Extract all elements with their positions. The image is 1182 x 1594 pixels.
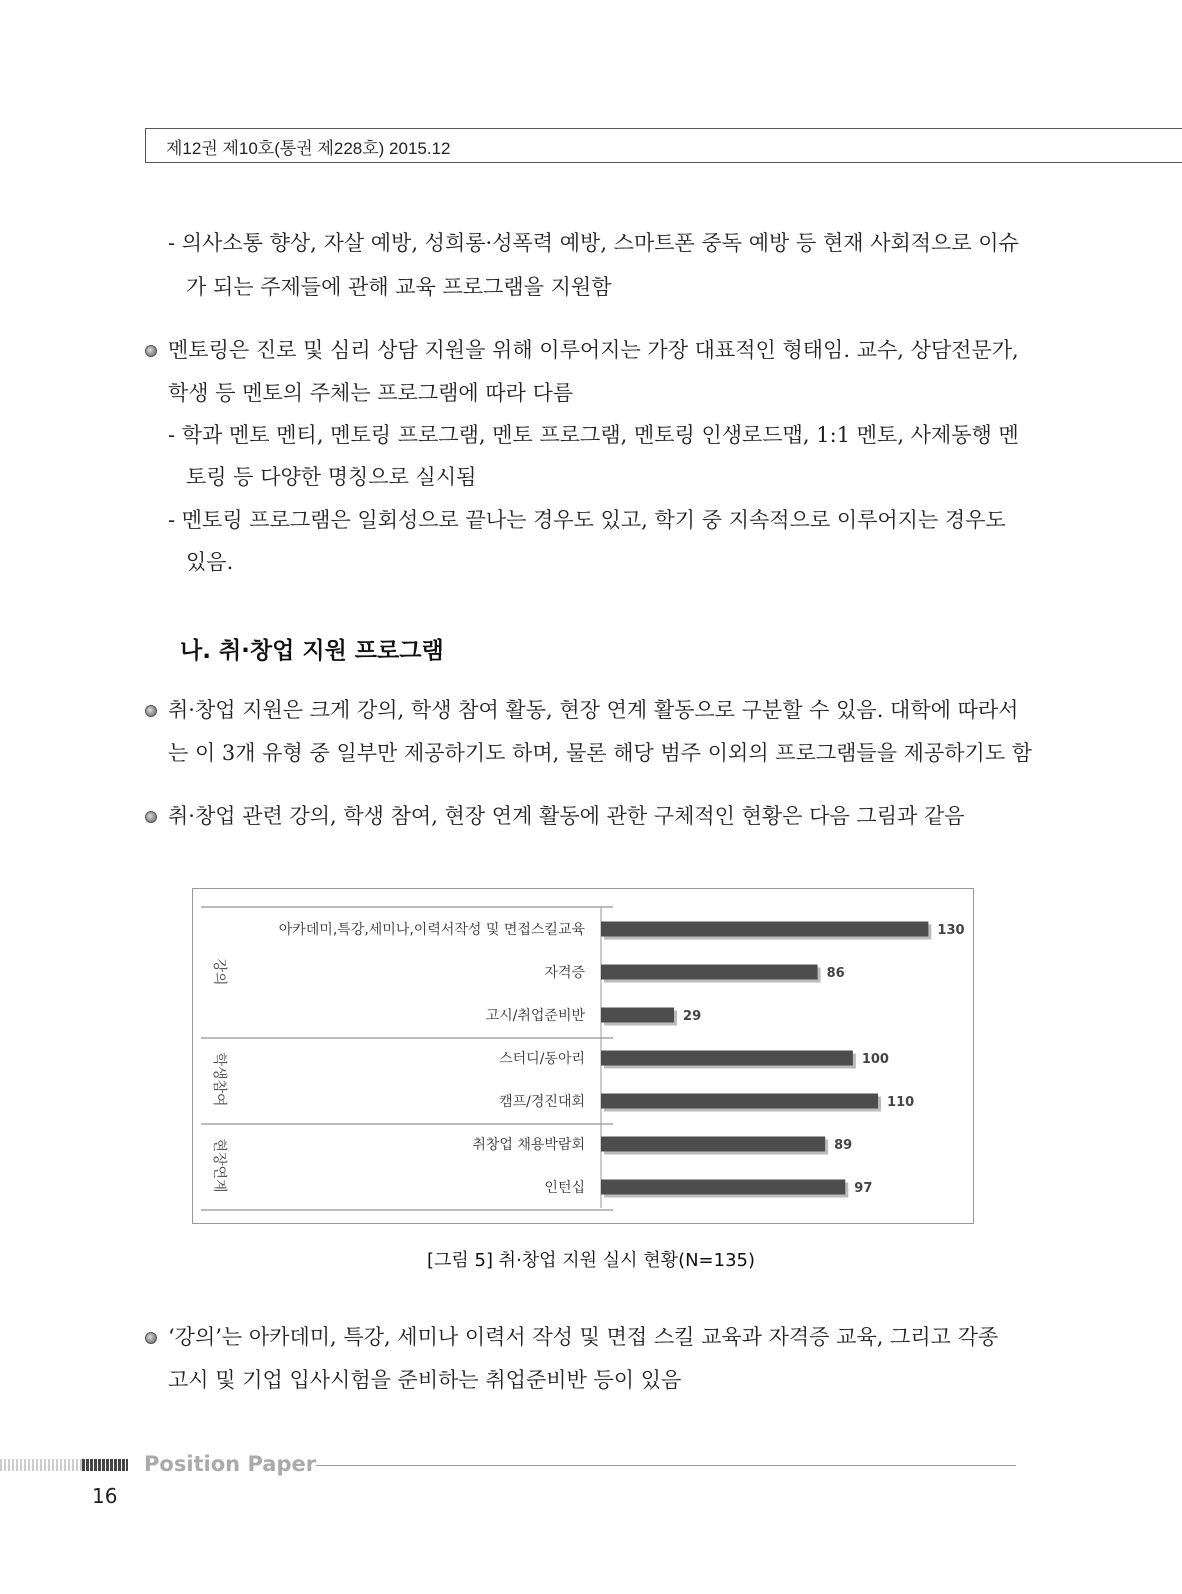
category-label: 자격증 [544, 965, 585, 981]
paragraph-line: 취·창업 지원은 크게 강의, 학생 참여 활동, 현장 연계 활동으로 구분할 수 있음. 대학에 따라서 [168, 698, 1019, 722]
category-label: 캠프/경진대회 [499, 1094, 585, 1110]
category-label: 인턴십 [544, 1180, 585, 1196]
issue-info: 제12권 제10호(통권 제228호) 2015.12 [166, 139, 451, 158]
paragraph-line: 있음. [186, 550, 234, 574]
paragraph-line: 는 이 3개 유형 중 일부만 제공하기도 하며, 물론 해당 범주 이외의 프로그램들을 제공하기도 함 [168, 741, 1033, 765]
bullet-icon [145, 705, 157, 717]
category-label: 고시/취업준비반 [485, 1008, 585, 1024]
data-label: 100 [861, 1052, 889, 1067]
bullet-icon [145, 811, 157, 823]
category-label: 아카데미,특강,세미나,이력서작성 및 면접스킬교육 [278, 922, 585, 938]
bar [601, 965, 818, 980]
bullet-icon [145, 345, 157, 357]
paragraph-line: 가 되는 주제들에 관해 교육 프로그램을 지원함 [186, 275, 612, 299]
paragraph-line: 취·창업 관련 강의, 학생 참여, 현장 연계 활동에 관한 구체적인 현황은 다음 그림과 같음 [168, 804, 965, 828]
data-label: 89 [834, 1138, 853, 1153]
footer-rule [316, 1465, 1016, 1466]
data-label: 130 [937, 923, 965, 938]
bar [601, 1094, 878, 1109]
paragraph-line: 고시 및 기업 입사시험을 준비하는 취업준비반 등이 있음 [168, 1368, 682, 1392]
bar [601, 1137, 825, 1152]
paragraph-line: 토링 등 다양한 명칭으로 실시됨 [186, 465, 477, 489]
bar-chart [192, 888, 974, 1224]
bar [601, 1051, 853, 1066]
bullet-icon [145, 1332, 157, 1344]
category-label: 스터디/동아리 [499, 1051, 585, 1067]
paragraph-line: 학생 등 멘토의 주체는 프로그램에 따라 다름 [168, 381, 574, 405]
paragraph-line: ‘강의’는 아카데미, 특강, 세미나 이력서 작성 및 면접 스킬 교육과 자격증 교육, 그리고 각종 [168, 1325, 999, 1349]
footer-title: Position Paper [144, 1452, 317, 1476]
paragraph-line: - 멘토링 프로그램은 일회성으로 끝나는 경우도 있고, 학기 중 지속적으로 이루어지는 경우도 [168, 508, 1006, 532]
paragraph-line: 멘토링은 진로 및 심리 상담 지원을 위해 이루어지는 가장 대표적인 형태임. 교수, 상담전문가, [168, 338, 1019, 362]
bar [601, 1008, 674, 1023]
data-label: 110 [887, 1095, 915, 1110]
footer-decoration [0, 1459, 128, 1471]
journal-header [145, 128, 1182, 163]
paragraph-line: - 의사소통 향상, 자살 예방, 성희롱·성폭력 예방, 스마트폰 중독 예방 등 현재 사회적으로 이슈 [168, 231, 1019, 255]
section-title: 나. 취·창업 지원 프로그램 [180, 638, 444, 664]
data-label: 97 [854, 1181, 873, 1196]
figure-caption: [그림 5] 취·창업 지원 실시 현황(N=135) [426, 1250, 756, 1271]
chart-canvas [193, 889, 973, 1223]
group-label: 강의 [211, 958, 227, 986]
data-label: 86 [826, 966, 845, 981]
group-label: 현장연계 [211, 1138, 227, 1193]
paragraph-line: - 학과 멘토 멘티, 멘토링 프로그램, 멘토 프로그램, 멘토링 인생로드맵, 1:1 멘토, 사제동행 멘 [168, 423, 1019, 447]
bar [601, 1180, 845, 1195]
page-number: 16 [92, 1484, 118, 1508]
data-label: 29 [683, 1009, 702, 1024]
bar [601, 922, 928, 937]
group-label: 학생참여 [211, 1052, 227, 1107]
category-label: 취창업 채용박람회 [472, 1137, 585, 1153]
